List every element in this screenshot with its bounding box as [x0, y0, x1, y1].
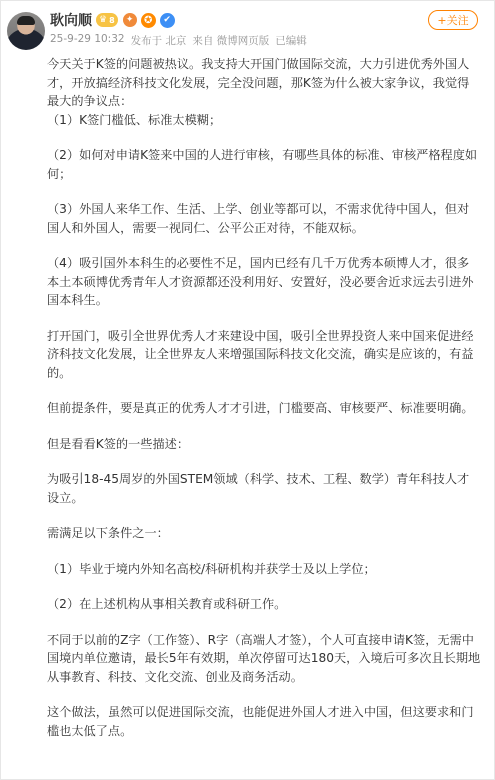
paragraph: 但是看看K签的一些描述：	[47, 436, 190, 451]
medal-icon[interactable]: ✦	[123, 13, 137, 27]
user-level-badge[interactable]	[96, 13, 118, 27]
post-content	[47, 55, 481, 740]
post-source[interactable]: 来自 微博网页版	[192, 35, 270, 47]
paragraph: 打开国门，吸引全世界优秀人才来建设中国，吸引全世界投资人来中国来促进经济科技文化发展，让全世界友人来增强国际科技文化交流，确实是应该的，有益的。	[47, 328, 474, 380]
post-timestamp[interactable]: 25-9-29 10:32	[50, 33, 125, 45]
avatar[interactable]	[7, 12, 45, 50]
author-row	[50, 11, 175, 29]
edited-label[interactable]: 已编辑	[275, 35, 307, 47]
verified-icon[interactable]: ✔	[160, 13, 175, 28]
crown-icon: ♛	[99, 15, 108, 25]
user-level-value: 8	[109, 15, 115, 25]
paragraph: （2）在上述机构从事相关教育或科研工作。	[47, 597, 287, 611]
paragraph: 今天关于K签的问题被热议。我支持大开国门做国际交流，大力引进优秀外国人才，开放搞经济科技文化发展，完全没问题，那K签为什么被大家争议，我觉得最大的争议点：	[47, 57, 470, 108]
post-location: 发布于 北京	[130, 35, 187, 47]
paragraph: 需满足以下条件之一：	[47, 526, 169, 540]
paragraph: 但前提条件，要是真正的优秀人才才引进，门槛要高、审核要严、标准要明确。	[47, 401, 474, 415]
author-name[interactable]: 耿向顺	[50, 13, 92, 29]
paragraph: 不同于以前的Z字（工作签）、R字（高端人才签），个人可直接申请K签，无需中国境内单位邀请，最长5年有效期，单次停留可达180天，入境后可多次且长期地从事教育、科技、文化交流、创业及商务活动。	[47, 632, 481, 684]
paragraph: （4）吸引国外本科生的必要性不足，国内已经有几千万优秀本硕博人才，很多本土本硕博优秀青年人才资源都还没利用好、安置好，没必要舍近求远去引进外国本科生。	[47, 256, 474, 307]
paragraph: （2）如何对申请K签来中国的人进行审核，有哪些具体的标准、审核严格程度如何；	[47, 148, 478, 181]
follow-button[interactable]: +关注	[428, 10, 478, 30]
paragraph: 为吸引18-45周岁的外国STEM领域（科学、技术、工程、数学）青年科技人才设立。	[47, 472, 470, 505]
paragraph: （3）外国人来华工作、生活、上学、创业等都可以，不需求优待中国人，但对国人和外国人，需要一视同仁、公平公正对待，不能双标。	[47, 202, 470, 235]
paragraph: （1）毕业于境内外知名高校/科研机构并获学士及以上学位；	[47, 561, 376, 576]
paragraph: 这个做法，虽然可以促进国际交流，也能促进外国人才进入中国，但这要求和门槛也太低了点。	[47, 705, 474, 738]
post-meta	[50, 33, 307, 48]
vip-icon[interactable]: ✪	[141, 13, 156, 28]
paragraph: （1）K签门槛低、标准太模糊；	[47, 112, 222, 127]
